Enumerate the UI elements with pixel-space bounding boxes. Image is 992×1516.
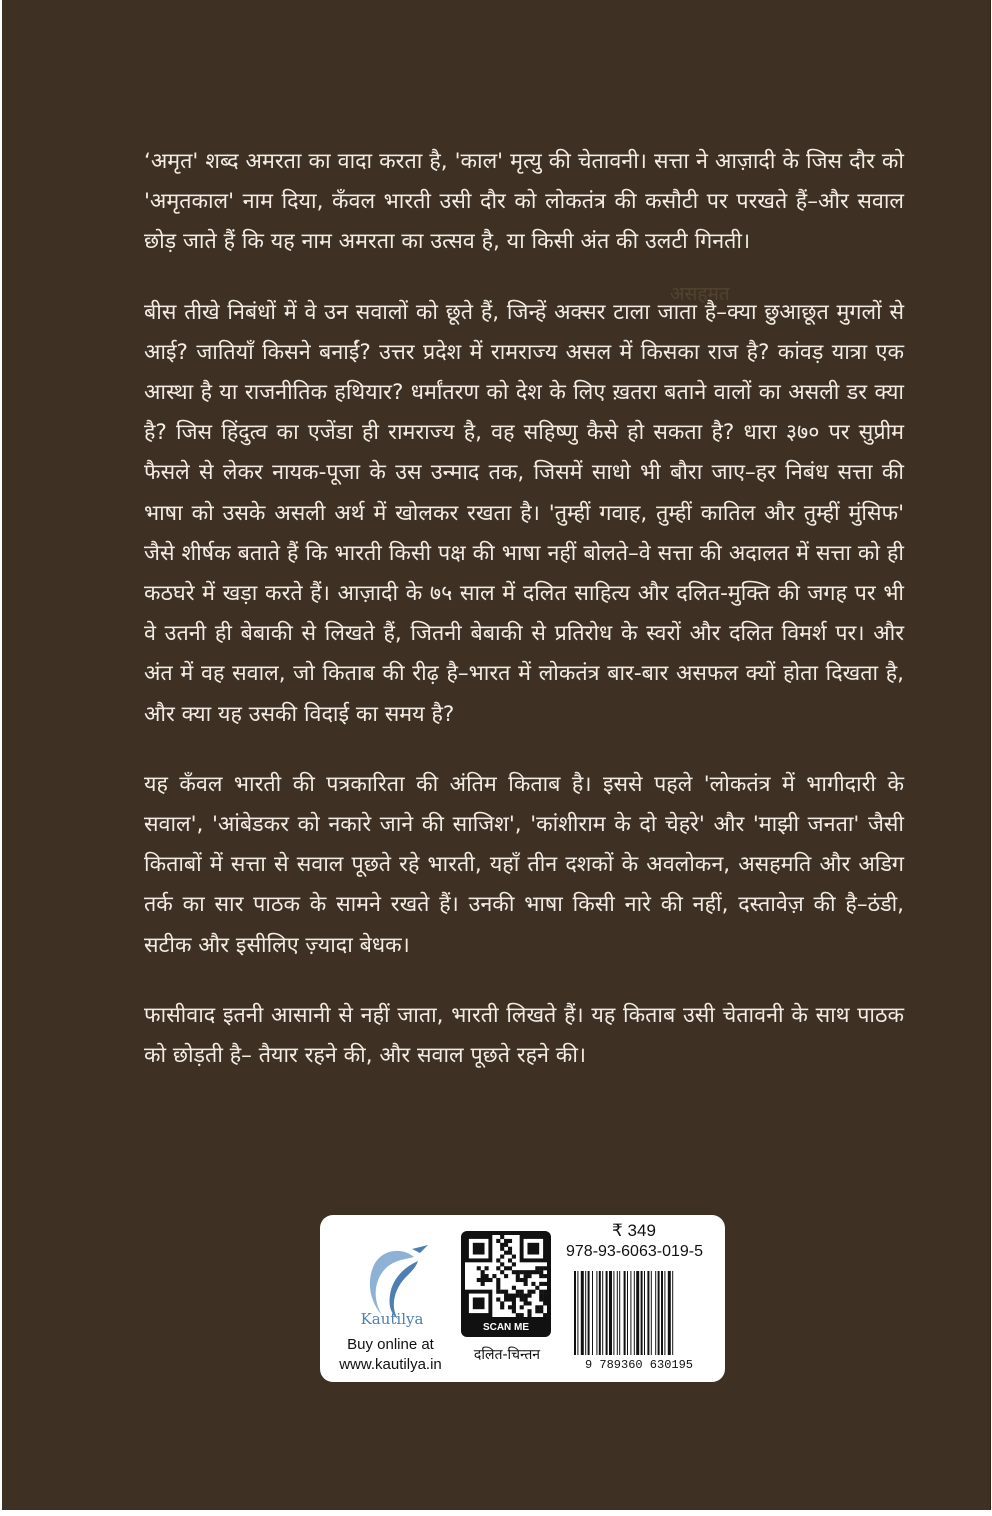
- back-cover: [2, 0, 991, 1510]
- qr-module: [496, 1286, 500, 1290]
- barcode-bar: [592, 1271, 593, 1355]
- barcode-bar: [641, 1271, 643, 1355]
- buy-online-text: [328, 1335, 453, 1375]
- qr-module: [508, 1297, 512, 1301]
- qr-module: [539, 1294, 543, 1298]
- barcode-bar: [602, 1271, 603, 1355]
- qr-module: [496, 1290, 500, 1294]
- barcode-bar: [624, 1271, 626, 1355]
- qr-module: [512, 1305, 516, 1309]
- barcode-bar: [577, 1271, 578, 1355]
- qr-module: [531, 1282, 535, 1286]
- qr-finder: [527, 1243, 539, 1255]
- qr-module: [477, 1266, 481, 1270]
- qr-module: [508, 1251, 512, 1255]
- qr-module: [512, 1309, 516, 1313]
- barcode-bar: [672, 1271, 673, 1355]
- qr-module: [527, 1290, 531, 1294]
- qr-module: [508, 1247, 512, 1251]
- qr-module: [500, 1243, 504, 1247]
- barcode-bar: [619, 1271, 620, 1355]
- qr-module: [539, 1309, 543, 1313]
- qr-module: [527, 1301, 531, 1305]
- qr-module: [516, 1274, 520, 1278]
- qr-module: [512, 1297, 516, 1301]
- qr-module: [531, 1270, 535, 1274]
- blurb-paragraph-4: फासीवाद इतनी आसानी से नहीं जाता, भारती लिखते हैं। यह किताब उसी चेतावनी के साथ पाठक को छोड़ती है– तैयार रहने की, और सवाल पूछते रहने की।: [144, 1002, 904, 1069]
- qr-module: [539, 1290, 543, 1294]
- website-link[interactable]: www.kautilya.in: [339, 1356, 442, 1373]
- qr-module: [504, 1290, 508, 1294]
- barcode-bar: [636, 1271, 639, 1355]
- qr-module: [481, 1274, 485, 1278]
- qr-module: [543, 1301, 547, 1305]
- qr-module: [543, 1290, 547, 1294]
- qr-module: [524, 1270, 528, 1274]
- qr-module: [524, 1282, 528, 1286]
- qr-module: [512, 1301, 516, 1305]
- qr-module: [516, 1313, 520, 1317]
- qr-finder: [473, 1297, 485, 1309]
- qr-module: [539, 1297, 543, 1301]
- qr-module: [512, 1255, 516, 1259]
- qr-module: [520, 1290, 524, 1294]
- qr-module: [508, 1294, 512, 1298]
- category-label: दलित-चिन्तन: [473, 1347, 541, 1363]
- qr-module: [504, 1297, 508, 1301]
- qr-module: [527, 1274, 531, 1278]
- qr-module: [543, 1297, 547, 1301]
- barcode-bar: [634, 1271, 635, 1355]
- qr-module: [539, 1270, 543, 1274]
- barcode-icon: [566, 1271, 712, 1371]
- qr-pattern-icon: [465, 1235, 547, 1317]
- qr-module: [492, 1274, 496, 1278]
- qr-module: [504, 1243, 508, 1247]
- qr-module: [481, 1278, 485, 1282]
- qr-module: [524, 1278, 528, 1282]
- qr-module: [481, 1270, 485, 1274]
- qr-module: [508, 1266, 512, 1270]
- blurb-paragraph-3: यह कँवल भारती की पत्रकारिता की अंतिम किताब है। इससे पहले 'लोकतंत्र में भागीदारी के सवाल', 'आंबेडकर को नकारे जाने की साजिश', 'कांशीराम के दो चेहरे' और 'माझी जनता' जैसी किताबों में सत्ता से सवाल पूछते रहे भारती, यहाँ तीन दशकों के अवलोकन, असहमति और अडिग तर्क का सार पाठक के सामने रखते हैं। उनकी भाषा किसी नारे की नहीं, दस्तावेज़ की है–ठंडी, सटीक और इसीलिए ज़्यादा बेधक।: [144, 771, 904, 958]
- barcode-bar: [627, 1271, 628, 1355]
- qr-module: [527, 1313, 531, 1317]
- barcode-bar: [664, 1271, 665, 1355]
- qr-module: [500, 1290, 504, 1294]
- qr-module: [516, 1270, 520, 1274]
- qr-module: [535, 1309, 539, 1313]
- qr-module: [508, 1239, 512, 1243]
- qr-module: [496, 1266, 500, 1270]
- qr-module: [496, 1297, 500, 1301]
- barcode-bar: [655, 1271, 656, 1355]
- qr-module: [520, 1313, 524, 1317]
- qr-module: [516, 1290, 520, 1294]
- qr-module: [543, 1294, 547, 1298]
- barcode-bar: [651, 1271, 652, 1355]
- qr-module: [504, 1251, 508, 1255]
- qr-module: [527, 1309, 531, 1313]
- qr-module: [527, 1270, 531, 1274]
- barcode-bar: [617, 1271, 618, 1355]
- qr-module: [539, 1266, 543, 1270]
- buy-online-line: Buy online at: [347, 1336, 434, 1353]
- blurb-text: [144, 142, 904, 1076]
- qr-module: [543, 1313, 547, 1317]
- blurb-paragraph-1: ‘अमृत' शब्द अमरता का वादा करता है, 'काल' मृत्यु की चेतावनी। सत्ता ने आज़ादी के जिस दौर को 'अमृतकाल' नाम दिया, कँवल भारती उसी दौर को लोकतंत्र की कसौटी पर परखते हैं–और सवाल छोड़ जाते हैं कि यह नाम अमरता का उत्सव है, या किसी अंत की उलटी गिनती।: [144, 149, 904, 255]
- qr-module: [535, 1305, 539, 1309]
- qr-module: [500, 1235, 504, 1239]
- qr-module: [543, 1274, 547, 1278]
- qr-module: [496, 1239, 500, 1243]
- qr-module: [524, 1294, 528, 1298]
- qr-module: [539, 1274, 543, 1278]
- barcode-bar: [658, 1271, 660, 1355]
- barcode-bar: [613, 1271, 614, 1355]
- qr-module: [520, 1297, 524, 1301]
- qr-module: [500, 1301, 504, 1305]
- qr-module: [535, 1266, 539, 1270]
- qr-module: [520, 1294, 524, 1298]
- qr-module: [543, 1282, 547, 1286]
- qr-module: [504, 1294, 508, 1298]
- qr-module: [504, 1266, 508, 1270]
- price: ₹ 349: [612, 1221, 656, 1240]
- barcode-bar: [609, 1271, 612, 1355]
- qr-module: [531, 1290, 535, 1294]
- qr-module: [500, 1305, 504, 1309]
- qr-module: [539, 1282, 543, 1286]
- qr-module: [500, 1255, 504, 1259]
- qr-module: [520, 1278, 524, 1282]
- qr-module: [481, 1282, 485, 1286]
- barcode-bar: [661, 1271, 663, 1355]
- logo-wordmark: Kautilya: [360, 1310, 424, 1328]
- qr-module: [543, 1266, 547, 1270]
- isbn: 978-93-6063-019-5: [566, 1243, 703, 1260]
- qr-module: [516, 1294, 520, 1298]
- qr-module: [496, 1278, 500, 1282]
- publisher-panel: [320, 1215, 725, 1382]
- qr-module: [500, 1247, 504, 1251]
- qr-module: [512, 1286, 516, 1290]
- qr-module: [500, 1270, 504, 1274]
- qr-module: [520, 1270, 524, 1274]
- qr-module: [485, 1266, 489, 1270]
- blurb-paragraph-2: बीस तीखे निबंधों में वे उन सवालों को छूते हैं, जिन्हें अक्सर टाला जाता है–क्या छुआछूत मुगलों से आई? जातियाँ किसने बनाईं? उत्तर प्रदेश में रामराज्य असल में किसका राज है? कांवड़ यात्रा एक आस्था है या राजनीतिक हथियार? धर्मांतरण को देश के लिए ख़तरा बताने वालों का असली डर क्या है? जिस हिंदुत्व का एजेंडा ही रामराज्य है, वह सहिष्णु कैसे हो सकता है? धारा ३७० पर सुप्रीम फैसले से लेकर नायक-पूजा के उस उन्माद तक, जिसमें साधो भी बौरा जाए–हर निबंध सत्ता की भाषा को उसके असली अर्थ में खोलकर रखता है। 'तुम्हीं गवाह, तुम्हीं कातिल और तुम्हीं मुंसिफ' जैसे शीर्षक बताते हैं कि भारती किसी पक्ष की भाषा नहीं बोलते–वे सत्ता की अदालत में सत्ता को ही कठघरे में खड़ा करते हैं। आज़ादी के ७५ साल में दलित साहित्य और दलित-मुक्ति की जगह पर भी वे उतनी ही बेबाकी से लिखते हैं, जितनी बेबाकी से प्रतिरोध के स्वरों और दलित विमर्श पर। और अंत में वह सवाल, जो किताब की रीढ़ है–भारत में लोकतंत्र बार-बार असफल क्यों होता दिखता है, और क्या यह उसकी विदाई का समय है?: [144, 299, 904, 727]
- qr-module: [516, 1278, 520, 1282]
- faint-watermark-word: असहमत: [670, 283, 730, 305]
- qr-module: [527, 1294, 531, 1298]
- qr-module: [535, 1270, 539, 1274]
- barcode-bar: [606, 1271, 608, 1355]
- qr-module: [500, 1262, 504, 1266]
- qr-module: [485, 1278, 489, 1282]
- qr-module: [488, 1278, 492, 1282]
- qr-module: [504, 1274, 508, 1278]
- scan-me-label: SCAN ME: [482, 1322, 530, 1333]
- qr-module: [485, 1274, 489, 1278]
- barcode-bar: [574, 1271, 576, 1355]
- barcode-bar: [599, 1271, 601, 1355]
- barcode-bar: [585, 1271, 586, 1355]
- barcode-bar: [668, 1271, 671, 1355]
- qr-finder: [473, 1243, 485, 1255]
- barcode-bar: [581, 1271, 584, 1355]
- qr-module: [524, 1297, 528, 1301]
- qr-module: [504, 1239, 508, 1243]
- qr-module: [477, 1278, 481, 1282]
- qr-module: [535, 1286, 539, 1290]
- qr-module: [512, 1270, 516, 1274]
- barcode-bar: [596, 1271, 597, 1355]
- qr-module: [524, 1274, 528, 1278]
- qr-module: [512, 1294, 516, 1298]
- barcode-bar: [644, 1271, 645, 1355]
- qr-module: [520, 1305, 524, 1309]
- barcode-bar: [588, 1271, 590, 1355]
- qr-module: [508, 1305, 512, 1309]
- qr-module: [524, 1301, 528, 1305]
- qr-module: [496, 1258, 500, 1262]
- barcode-digits: 9 789360 630195: [584, 1358, 694, 1371]
- qr-module: [512, 1262, 516, 1266]
- barcode-bar: [647, 1271, 649, 1355]
- qr-module: [508, 1258, 512, 1262]
- barcode-bar: [630, 1271, 631, 1355]
- qr-module: [539, 1305, 543, 1309]
- qr-module: [496, 1282, 500, 1286]
- qr-code[interactable]: [461, 1231, 551, 1337]
